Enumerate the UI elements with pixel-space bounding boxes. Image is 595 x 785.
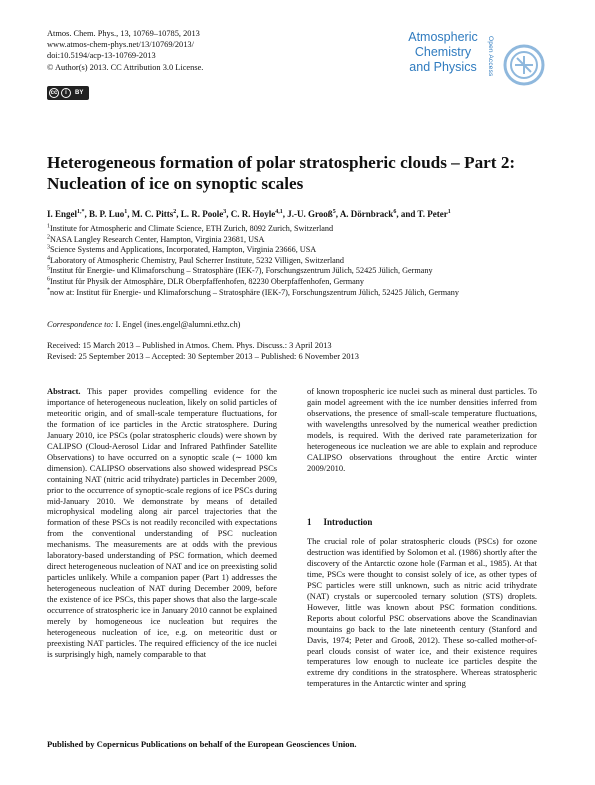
journal-logo-text [383,30,503,75]
journal-line: Atmospheric [408,30,478,44]
cc-license-badge[interactable] [47,86,89,100]
section-title: Introduction [323,517,373,527]
citation-block [47,28,203,73]
citation-line: Atmos. Chem. Phys., 13, 10769–10785, 2013 [47,29,200,38]
affiliation-number: 3 [47,244,50,251]
author-affiliation-mark: 3 [223,209,227,215]
author-name: C. R. Hoyle [230,209,276,219]
abstract-label: Abstract. [47,386,81,396]
journal-line: and Physics [409,60,477,74]
open-access-label: Open Access [487,36,494,77]
author-name: I. Engel [47,209,78,219]
abstract-column-right [307,386,537,474]
affiliation-item [47,245,557,256]
affiliation-item [47,256,557,267]
affiliation-item [47,288,557,299]
author-name: L. R. Poole [180,209,224,219]
affiliation-text: now at: Institut für Energie- und Klimaforschung – Stratosphäre (IEK-7), Forschungszentrum Jülich, 52425 Jülich, Germany [50,287,459,297]
affiliation-text: Laboratory of Atmospheric Chemistry, Paul Scherrer Institute, 5232 Villigen, Switzerland [50,255,344,265]
author-affiliation-mark: 6 [393,209,397,215]
affiliation-number: 5 [47,265,50,272]
cc-by-icon: BY [75,90,84,96]
affiliation-item [47,266,557,277]
affiliation-number: 2 [47,233,50,240]
cc-icon: cc [50,90,58,96]
affiliation-text: Institut für Energie- und Klimaforschung – Stratosphäre (IEK-7), Forschungszentrum Jülich, 52425 Jülich, Germany [50,266,433,276]
affiliation-number: 1 [47,223,50,230]
affiliation-item [47,277,557,288]
paper-title [47,152,557,194]
author-name: M. C. Pitts [131,209,174,219]
author-name: J.-U. Grooß [287,209,333,219]
affiliation-text: Institute for Atmospheric and Climate Science, ETH Zurich, 8092 Zurich, Switzerland [50,224,334,233]
affiliation-number: * [47,286,50,293]
introduction-text: The crucial role of polar stratospheric clouds (PSCs) for ozone destruction was identified by Solomon et al. (1986) shortly after the discovery of the Antarctic ozone hole (Farman et al., 1985). At that time, PSCs were thought to consist solely of ice, as other types of PSC particles were still unknown, such as nitric acid trihydrate (NAT) crystals or supercooled ternary solution (STS) droplets. However, little was known about PSC formation conditions. Reports about colorful PSC observations above the Scandinavian mountains go back to the late nineteenth century (Stanford and Davis, 1974; Peter and Grooß, 2012). These so-called mother-of-pearl clouds consist of water ice, and their existence requires temperatures low enough to nucleate ice particles despite the extreme dry conditions in the stratosphere. Whereas stratospheric temperatures in the Antarctic winter and spring [307,536,537,689]
attribution-icon: i [61,88,71,98]
author-affiliation-mark: 1,* [77,209,85,215]
author-name: A. Dörnbrack [339,209,394,219]
affiliation-item [47,235,557,246]
author-affiliation-mark: 2 [173,209,177,215]
abstract-text-continued: of known tropospheric ice nuclei such as mineral dust particles. To gain model agreement with the ice number densities inferred from observations, the presence of small-scale temperature fluctuations, with wavelengths unresolved by the numerical weather prediction models, is required. With the derived rate parameterization for heterogeneous ice nucleation we are able to explain and reproduce CALIPSO observations throughout the entire Arctic winter 2009/2010. [307,386,537,473]
journal-line: Chemistry [414,45,472,59]
publisher-footer: Published by Copernicus Publications on behalf of the European Geosciences Union. [47,739,357,749]
author-name: T. Peter [417,209,448,219]
affiliation-list [47,224,557,298]
title-line: Heterogeneous formation of polar stratospheric clouds – Part 2: [47,153,516,172]
affiliation-number: 4 [47,255,50,262]
author-affiliation-mark: 1 [447,209,451,215]
revised-line: Revised: 25 September 2013 – Accepted: 30 September 2013 – Published: 6 November 2013 [47,352,359,361]
section-heading [307,517,384,527]
author-affiliation-mark: 1 [124,209,128,215]
section-number: 1 [307,517,312,527]
author-affiliation-mark: 4,1 [275,209,283,215]
correspondence [47,320,240,329]
citation-url-link[interactable]: www.atmos-chem-phys.net/13/10769/2013/ [47,40,194,50]
citation-license: © Author(s) 2013. CC Attribution 3.0 License. [47,62,204,72]
citation-doi-link[interactable]: doi:10.5194/acp-13-10769-2013 [47,51,156,61]
abstract-column-left [47,386,277,660]
author-name: B. P. Luo [89,209,125,219]
abstract-text: This paper provides compelling evidence for the importance of heterogeneous nucleation, likely on solid particles of meteoritic origin, and of small-scale temperature fluctuations, for the formation of ice particles in the Arctic stratosphere. During January 2010, ice PSCs (polar stratospheric clouds) were shown by CALIPSO (Cloud-Aerosol Lidar and Infrared Pathfinder Satellite Observations) to have occurred on a synoptic scale (∼ 1000 km dimension). CALIPSO observations also showed widespread PSCs containing NAT (nitric acid trihydrate) particles in December 2009, prior to the occurrence of synoptic-scale regions of ice PSCs during mid-January 2010. We demonstrate by means of detailed microphysical modeling along air parcel trajectories that the formation of these PSCs is not readily reconciled with expectations from the conventional understanding of PSC nucleation mechanisms. The measurements are at odds with the previous laboratory-based understanding of PSC formation, which deemed direct heterogeneous nucleation of NAT and ice on preexisting solid particles unlikely. While a companion paper (Part 1) addresses the heterogeneous nucleation of NAT during December 2009, before the existence of ice PSCs, this paper shows that also the large-scale occurrence of stratospheric ice in January 2010 cannot be explained merely by homogeneous ice nucleation but requires the heterogeneous nucleation of ice, e.g. on meteoritic dust or preexisting NAT particles. The required efficiency of the ice nuclei is surprisingly high, namely comparable to that [47,386,277,659]
egu-logo-icon [503,44,545,86]
correspondence-label: Correspondence to: [47,320,114,329]
author-affiliation-mark: 5 [332,209,336,215]
received-line: Received: 15 March 2013 – Published in Atmos. Chem. Phys. Discuss.: 3 April 2013 [47,341,332,350]
author-list: I. Engel$^{1,*}$, B. P. Luo$^1$, M. C. Pitts$^2$, L. R. Poole$^3$, C. R. Hoyle$^{4,1}$, J.-U. Grooß$^5$, A. Dörnbrack$^6$, and T. Peter$^1$ [47,209,451,219]
correspondence-email[interactable]: I. Engel (ines.engel@alumni.ethz.ch) [113,320,241,329]
publication-dates [47,340,359,362]
affiliation-item [47,224,557,235]
affiliation-text: Science Systems and Applications, Incorporated, Hampton, Virginia 23666, USA [50,245,317,255]
affiliation-text: NASA Langley Research Center, Hampton, Virginia 23681, USA [50,234,265,244]
affiliation-text: Institut für Physik der Atmosphäre, DLR Oberpfaffenhofen, 82230 Oberpfaffenhofen, Germany [50,276,364,286]
affiliation-number: 6 [47,276,50,283]
title-line: Nucleation of ice on synoptic scales [47,174,304,193]
